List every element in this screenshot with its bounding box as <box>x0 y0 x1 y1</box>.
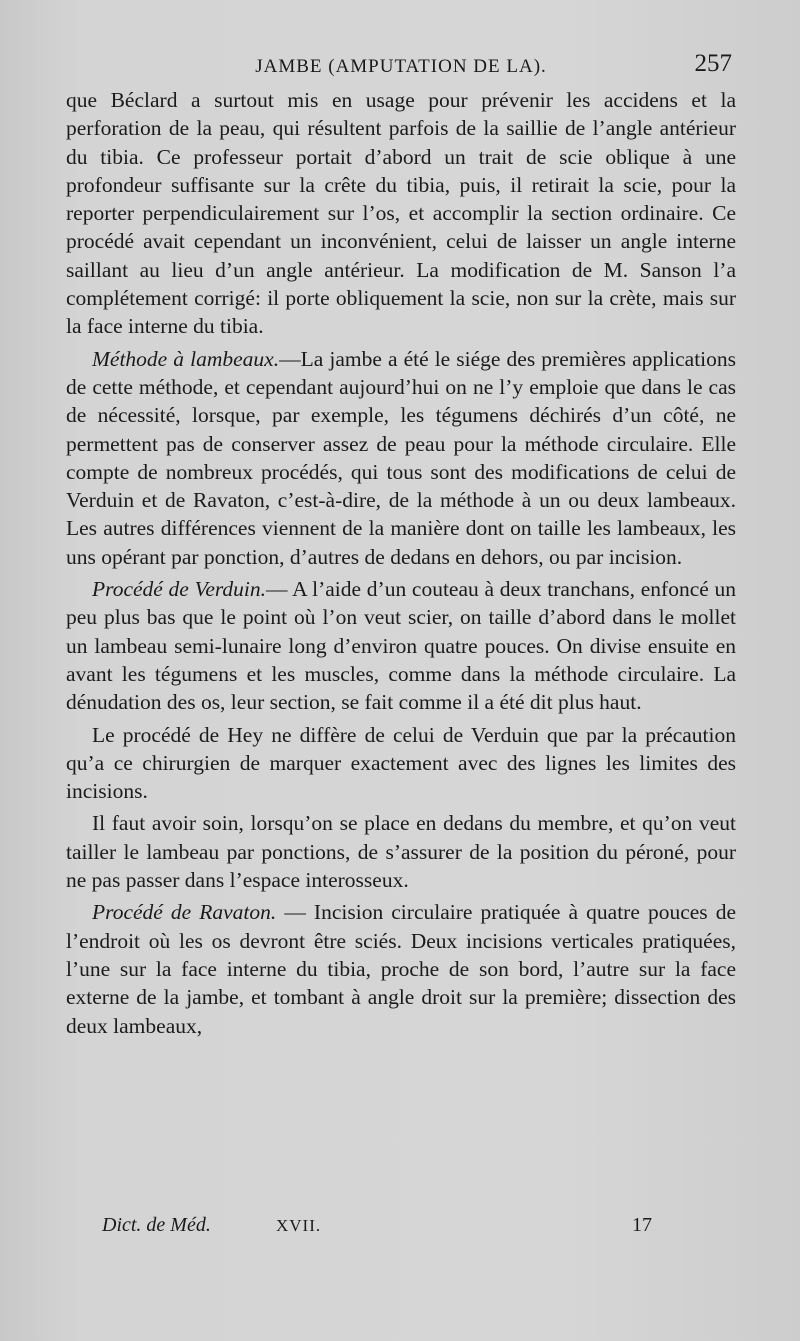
page-header <box>66 50 736 84</box>
paragraph-procede-de-verduin <box>66 575 736 716</box>
paragraph-text: —La jambe a été le siége des premières applications de cette méthode, et cependant aujourd’hui on ne l’y emploie que dans le cas de nécessité, lorsque, par exemple, les tégumens déchirés d’un côté, ne permettent pas de conserver assez de peau pour la méthode circulaire. Elle compte de nombreux procédés, qui tous sont des modifications de celui de Verduin et de Ravaton, c’est-à-dire, de la méthode à un ou deux lambeaux. Les autres différences viennent de la manière dont on taille les lambeaux, les uns opérant par ponction, d’autres de dedans en dehors, ou par incision. <box>66 346 737 569</box>
signature-title: Dict. de Méd. <box>102 1214 211 1236</box>
page-footer <box>66 1214 736 1244</box>
paragraph-text: Le procédé de Hey ne diffère de celui de Verduin que par la précaution qu’a ce chirurgien de marquer exactement avec des lignes les limites des incisions. <box>66 722 736 804</box>
body-text <box>66 86 736 1040</box>
signature-number: 17 <box>632 1214 652 1236</box>
running-title: JAMBE (AMPUTATION DE LA). <box>255 56 547 77</box>
signature-volume: XVII. <box>276 1216 322 1235</box>
paragraph-procede-de-hey <box>66 721 736 806</box>
paragraph-methode-a-lambeaux <box>66 345 736 571</box>
paragraph-text: que Béclard a surtout mis en usage pour prévenir les accidens et la perforation de la peau, qui résultent parfois de la saillie de l’angle antérieur du tibia. Ce professeur portait d’abord un trait de scie oblique à une profondeur suffisante sur la crête du tibia, puis, il retirait la scie, pour la reporter perpendiculairement sur l’os, et accomplir la section ordinaire. Ce procédé avait cependant un inconvénient, celui de laisser un angle interne saillant au lieu d’un angle antérieur. La modification de M. Sanson l’a complétement corrigé: il porte obliquement la scie, non sur la crète, mais sur la face interne du tibia. <box>66 88 736 339</box>
paragraph-lead: Méthode à lambeaux. <box>92 346 280 371</box>
paragraph-lead: Procédé de Ravaton. <box>92 900 277 925</box>
paragraph-lead: Procédé de Verduin. <box>92 577 267 602</box>
paragraph-procede-de-ravaton <box>66 898 736 1039</box>
page-number: 257 <box>694 50 732 77</box>
paragraph-perone <box>66 809 736 894</box>
paragraph-text: Il faut avoir soin, lorsqu’on se place en dedans du membre, et qu’on veut tailler le lambeau par ponctions, de s’assurer de la position du péroné, pour ne pas passer dans l’espace interosseux. <box>66 811 736 893</box>
paragraph-continuation <box>66 86 736 341</box>
paragraph-text: — Incision circulaire pratiquée à quatre pouces de l’endroit où les os devront être sciés. Deux incisions verticales pratiquées, l’une sur la face interne du tibia, proche de son bord, l’autre sur la face externe de la jambe, et tombant à angle droit sur la première; dissection des deux lambeaux, <box>66 900 737 1038</box>
paragraph-text: — A l’aide d’un couteau à deux tranchans, enfoncé un peu plus bas que le point où l’on veut scier, on taille d’abord dans le mollet un lambeau semi-lunaire long d’environ quatre pouces. On divise ensuite en avant les tégumens et les muscles, comme dans la méthode circulaire. La dénudation des os, leur section, se fait comme il a été dit plus haut. <box>66 577 736 715</box>
